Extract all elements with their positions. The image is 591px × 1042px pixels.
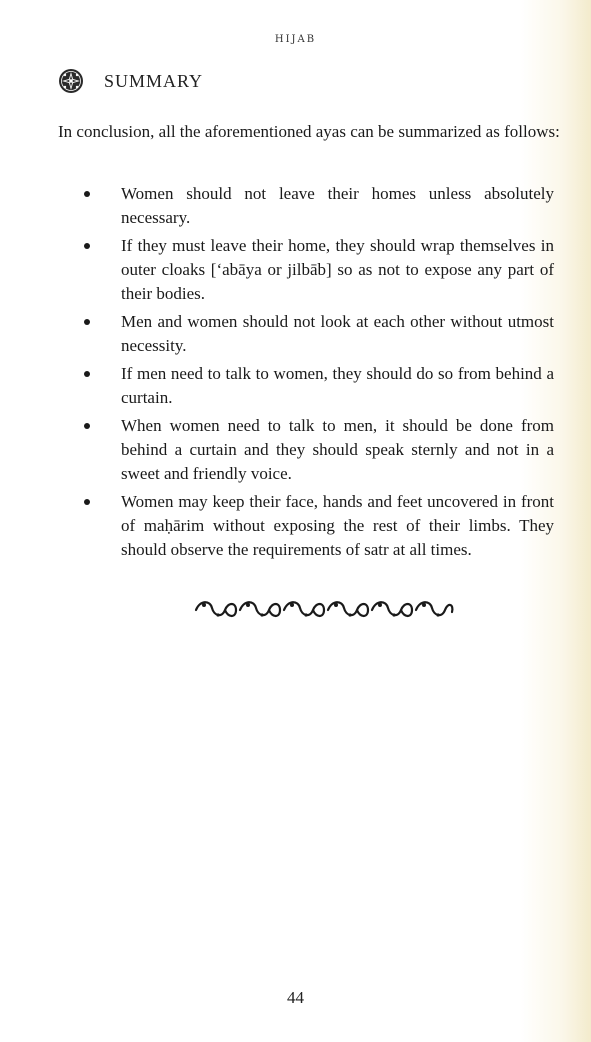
list-item [84, 182, 554, 230]
list-item [84, 234, 554, 306]
section-title: SUMMARY [104, 70, 204, 91]
list-item-text: If men need to talk to women, they should do so from behind a curtain. [121, 364, 554, 407]
list-item-text: Women may keep their face, hands and feet uncovered in front of maḥārim without exposing the rest of their limbs. They should observe the requirements of satr at all times. [121, 492, 554, 559]
intro-paragraph: In conclusion, all the aforementioned ayas can be summarized as follows: [58, 122, 560, 141]
bullet-icon [84, 319, 90, 325]
page-number: 44 [287, 988, 304, 1007]
list-item [84, 310, 554, 358]
list-item-text: If they must leave their home, they should wrap themselves in outer cloaks [‘abāya or jilbāb] so as not to expose any part of their bodies. [121, 236, 554, 303]
bullet-icon [84, 423, 90, 429]
bullet-icon [84, 371, 90, 377]
running-head: HIJAB [274, 34, 317, 45]
list-item-text: Women should not leave their homes unless absolutely necessary. [121, 184, 554, 227]
bullet-icon [84, 243, 90, 249]
ornament-icon [58, 68, 84, 94]
list-item [84, 362, 554, 410]
ornamental-divider-icon [192, 598, 456, 622]
list-item-text: Men and women should not look at each other without utmost necessity. [121, 312, 554, 355]
list-item [84, 414, 554, 486]
list-item-text: When women need to talk to men, it should be done from behind a curtain and they should speak sternly and not in a sweet and friendly voice. [121, 416, 554, 483]
bullet-icon [84, 499, 90, 505]
list-item [84, 490, 554, 562]
bullet-icon [84, 191, 90, 197]
summary-list [84, 182, 554, 566]
section-heading [58, 66, 203, 96]
